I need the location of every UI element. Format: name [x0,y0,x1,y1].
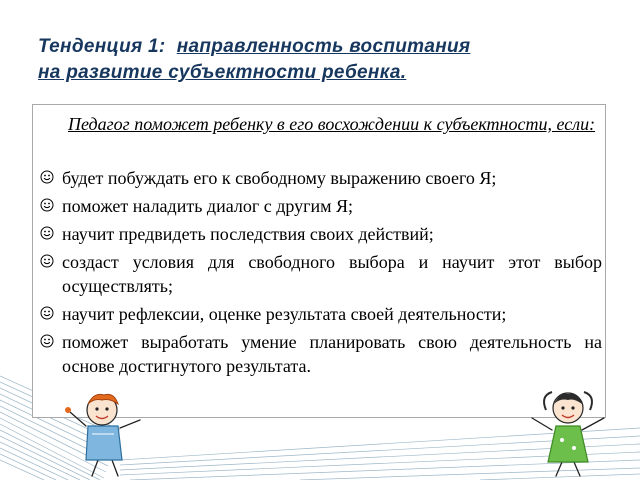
smiley-icon [40,254,54,268]
list-item-text: будет побуждать его к свободному выражению своего Я; [62,168,497,188]
list-item-text: поможет наладить диалог с другим Я; [62,196,354,216]
list-item [40,166,602,190]
list-item [40,330,602,378]
boy-illustration [64,390,148,478]
intro-text: Педагог поможет ребенку в его восхождении к субъектности, если: [68,114,596,134]
list-item [40,250,602,298]
conditions-list [40,166,602,382]
slide-title [38,34,608,86]
girl-illustration [526,388,610,478]
list-item-text: научит предвидеть последствия своих действий; [62,224,434,244]
list-item [40,194,602,218]
smiley-icon [40,306,54,320]
list-item-text: создаст условия для свободного выбора и научит этот выбор осуществлять; [62,252,602,296]
smiley-icon [40,334,54,348]
list-item-text: поможет выработать умение планировать свою деятельность на основе достигнутого результата. [62,332,602,376]
title-line2: на развитие субъектности ребенка. [38,62,407,83]
list-item-text: научит рефлексии, оценке результата своей деятельности; [62,304,507,324]
title-line1: направленность воспитания [176,36,471,57]
list-item [40,302,602,326]
smiley-icon [40,170,54,184]
smiley-icon [40,226,54,240]
smiley-icon [40,198,54,212]
list-item [40,222,602,246]
title-prefix: Тенденция 1: [38,36,166,57]
